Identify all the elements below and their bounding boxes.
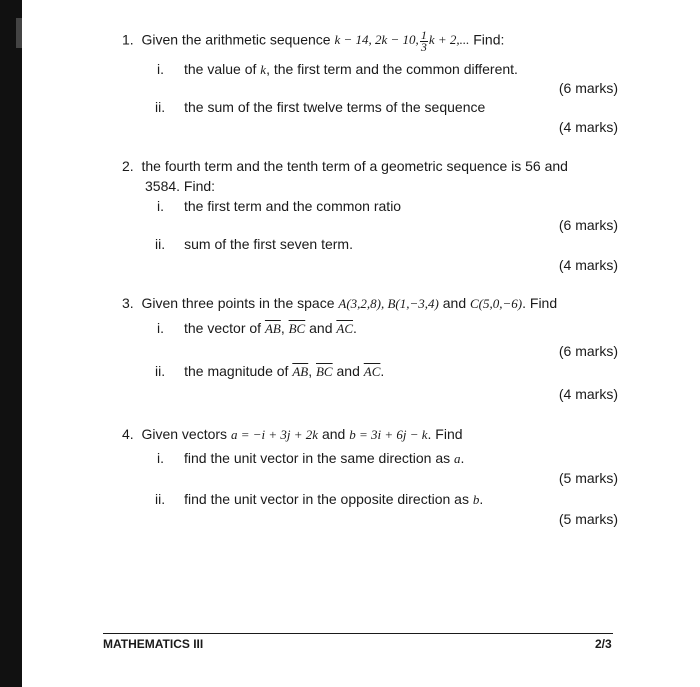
q3-ii-marks: (4 marks) [558,386,618,402]
q3-i-marks: (6 marks) [558,343,618,359]
q3-part-i: i. the vector of $\overline{AB}$, $\overline{BC}$ and $\overline{AC}$. [157,320,357,336]
q4-ii-marks: (5 marks) [558,511,618,527]
q1-ii-marks: (4 marks) [558,119,618,135]
question-2-stem-line2: 3584. Find: [145,178,216,194]
question-2-stem-line1: 2. the fourth term and the tenth term of a geometric sequence is 56 and [122,158,568,174]
question-4-stem: 4. Given vectors a = −i + 3j + 2k and b = 3i + 6j − k. Find [122,426,463,442]
question-3-stem: 3. Given three points in the space A(3,2,8), B(1,−3,4) and C(5,0,−6). Find [122,295,558,311]
q4-part-ii: ii. find the unit vector in the opposite direction as b. [155,491,484,507]
q1-sequence-expression: k − 14, 2k − 10, $\frac{1}{3}$ k + 2,... [334,28,470,54]
q3-part-ii: ii. the magnitude of $\overline{AB}$, $\overline{BC}$ and $\overline{AC}$. [155,363,385,379]
q1-part-i: i. the value of k, the first term and the common different. [157,61,518,77]
footer-subject: MATHEMATICS III [103,637,204,651]
footer-page-number: 2/3 [595,637,612,651]
q2-part-ii: ii. sum of the first seven term. [155,236,353,252]
q2-ii-marks: (4 marks) [558,257,618,273]
q1-part-ii: ii. the sum of the first twelve terms of the sequence [155,99,486,115]
q2-part-i: i. the first term and the common ratio [157,198,402,214]
q4-i-marks: (5 marks) [558,470,618,486]
viewer-edge-notch [16,18,22,48]
q2-i-marks: (6 marks) [558,217,618,233]
q4-part-i: i. find the unit vector in the same direction as a. [157,450,465,466]
viewer-edge [0,0,22,687]
footer-rule [103,633,613,634]
question-1-stem: 1. Given the arithmetic sequence k − 14, 2k − 10, $\frac{1}{3}$ k + 2,... Find: [122,28,505,54]
q1-i-marks: (6 marks) [558,80,618,96]
